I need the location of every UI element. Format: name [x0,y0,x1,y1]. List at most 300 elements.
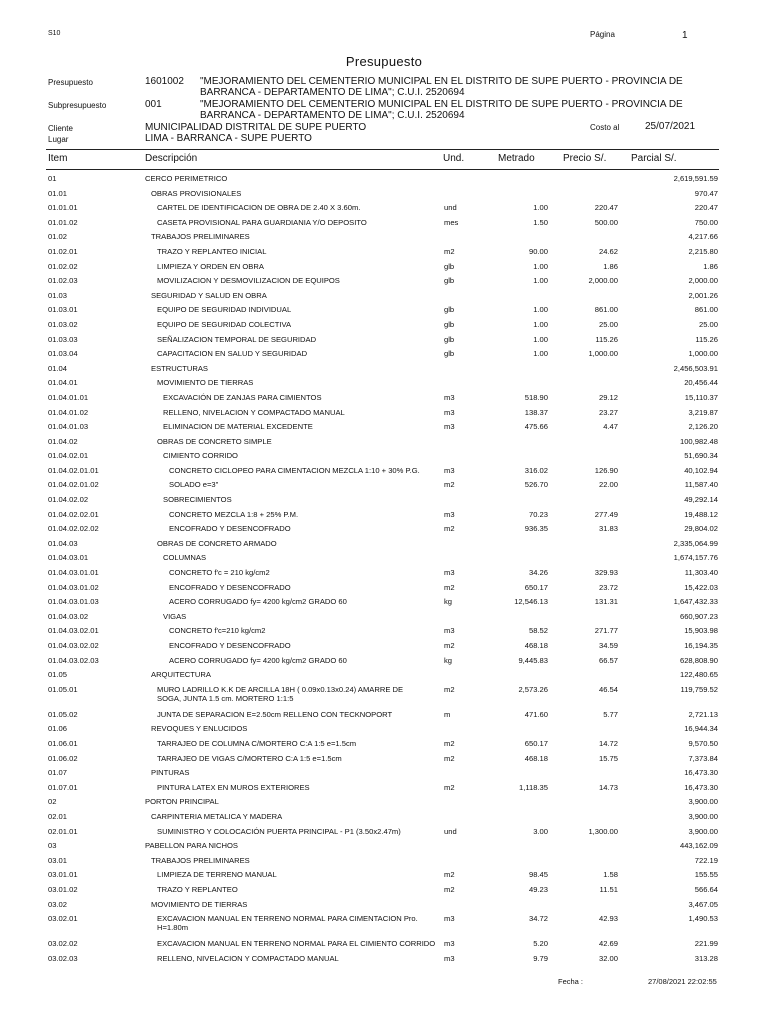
cell-metrado: 2,573.26 [518,684,548,694]
cell-precio: 22.00 [598,480,618,490]
table-row [0,214,768,229]
table-row [0,622,768,637]
table-row [0,170,768,185]
table-row [0,316,768,331]
cell-metrado: 468.18 [524,753,548,763]
cell-unit: m3 [444,953,455,963]
cell-metrado: 471.60 [524,709,548,719]
cell-metrado: 1.00 [533,276,548,286]
cell-item: 01.04 [48,363,68,373]
cell-metrado: 58.52 [528,626,548,636]
cell-parcial: 9,570.50 [688,738,718,748]
document-title: Presupuesto [345,54,423,69]
cell-description: ACERO CORRUGADO fy= 4200 kg/cm2 GRADO 60 [169,655,347,665]
cell-item: 01.04.03.01 [48,553,89,563]
table-row [0,681,768,706]
cell-item: 01.04.02.02.02 [48,524,99,534]
cell-item: 01.04.01.02 [48,407,89,417]
cell-precio: 500.00 [594,217,618,227]
cell-unit: m2 [444,524,455,534]
cell-parcial: 2,000.00 [688,276,718,286]
cell-description: SUMINISTRO Y COLOCACIÓN PUERTA PRINCIPAL - P1 (3.50x2.47m) [157,826,401,836]
cell-precio: 271.77 [594,626,618,636]
fecha-value: 27/08/2021 22:02:55 [648,977,717,986]
cell-parcial: 3,219.87 [688,407,718,417]
cell-parcial: 29,804.02 [684,524,718,534]
cell-description: EXCAVACION MANUAL EN TERRENO NORMAL PARA EL CIMIENTO CORRIDO [157,939,436,949]
cell-item: 01.04.02 [48,436,78,446]
cell-item: 03 [48,841,57,851]
cell-precio: 15.75 [598,753,618,763]
cell-description: CONCRETO f'c=210 kg/cm2 [169,626,266,636]
table-row [0,491,768,506]
cell-unit: glb [444,305,455,315]
cell-description: MURO LADRILLO K.K DE ARCILLA 18H ( 0.09x0.13x0.24) AMARRE DE SOGA, JUNTA 1.5 cm. MORTERO 1:1:5 [157,684,404,703]
cell-item: 01.07.01 [48,782,78,792]
cell-precio: 42.69 [598,939,618,949]
cell-parcial: 313.28 [694,953,718,963]
cell-precio: 1.86 [603,261,618,271]
cell-parcial: 119,759.52 [680,684,718,694]
table-row [0,637,768,652]
cell-parcial: 20,456.44 [684,378,718,388]
cell-description: RELLENO, NIVELACION Y COMPACTADO MANUAL [163,407,345,417]
cell-description: MOVIMIENTO DE TIERRAS [151,899,248,909]
cell-description: CASETA PROVISIONAL PARA GUARDIANIA Y/O DEPOSITO [157,217,367,227]
cell-precio: 220.47 [594,203,618,213]
cell-parcial: 4,217.66 [688,232,718,242]
cell-metrado: 650.17 [524,582,548,592]
cell-parcial: 970.47 [694,188,718,198]
cell-parcial: 49,292.14 [684,495,718,505]
cell-description: EXCAVACION MANUAL EN TERRENO NORMAL PARA CIMENTACION Pro. H=1.80m [157,914,418,933]
cell-description: ENCOFRADO Y DESENCOFRADO [169,524,291,534]
table-row [0,462,768,477]
subpresupuesto-description: "MEJORAMIENTO DEL CEMENTERIO MUNICIPAL EN EL DISTRITO DE SUPE PUERTO - PROVINCIA DE BARRANCA - DEPARTAMENTO DE LIMA"; C.U.I. 2520694 [200,99,683,121]
cell-parcial: 155.55 [694,870,718,880]
cell-parcial: 443,162.09 [679,841,718,851]
cell-description: TARRAJEO DE VIGAS C/MORTERO C:A 1:5 e=1.5cm [157,753,342,763]
cell-parcial: 40,102.94 [684,465,718,475]
cell-unit: m3 [444,509,455,519]
table-row [0,881,768,896]
table-row [0,374,768,389]
cell-item: 01.06.02 [48,753,78,763]
cell-description: LIMPIEZA Y ORDEN EN OBRA [157,261,264,271]
cell-description: SOBRECIMIENTOS [163,495,232,505]
cell-description: JUNTA DE SEPARACION E=2.50cm RELLENO CON TECKNOPORT [157,709,393,719]
cell-description: EQUIPO DE SEGURIDAD INDIVIDUAL [157,305,292,315]
cell-item: 01.04.03.02.02 [48,641,99,650]
cell-precio: 66.57 [598,655,618,665]
cell-item: 02 [48,797,57,807]
cell-precio: 31.83 [598,524,618,534]
table-row [0,331,768,346]
cliente-label: Cliente [48,124,73,133]
table-row [0,593,768,608]
cell-precio: 24.62 [598,246,618,256]
budget-table-body [0,170,768,964]
cell-parcial: 566.64 [694,884,718,894]
cell-metrado: 5.20 [533,939,548,949]
cell-description: RELLENO, NIVELACION Y COMPACTADO MANUAL [157,953,339,963]
cell-parcial: 19,488.12 [684,509,718,519]
table-row [0,258,768,273]
cell-unit: m2 [444,582,455,592]
cell-description: CAPACITACION EN SALUD Y SEGURIDAD [157,349,308,359]
cell-unit: glb [444,276,455,286]
cell-parcial: 1,490.53 [688,914,718,924]
table-row [0,852,768,867]
table-row [0,301,768,316]
cell-parcial: 15,903.98 [684,626,718,636]
fecha-label: Fecha : [558,977,584,986]
table-row [0,389,768,404]
cell-description: CONCRETO MEZCLA 1:8 + 25% P.M. [169,509,299,519]
cell-precio: 1,300.00 [588,826,618,836]
cell-parcial: 11,587.40 [684,480,718,490]
cell-description: ACERO CORRUGADO fy= 4200 kg/cm2 GRADO 60 [169,597,347,607]
table-row [0,935,768,950]
cell-item: 01.04.02.02.01 [48,509,99,519]
cell-item: 01.03.02 [48,319,78,329]
cell-item: 01.04.03 [48,538,78,548]
cell-precio: 126.90 [594,465,618,475]
cell-unit: m3 [444,568,455,578]
cliente-value: MUNICIPALIDAD DISTRITAL DE SUPE PUERTO [145,122,367,133]
cell-item: 01.05 [48,670,68,680]
cell-parcial: 628,808.90 [679,655,718,665]
cell-parcial: 1,647,432.33 [673,597,718,607]
cell-metrado: 1.00 [533,261,548,271]
column-metrado: Metrado [498,153,535,164]
cell-parcial: 1,000.00 [688,349,718,359]
cell-description: COLUMNAS [163,553,207,563]
cell-description: MOVILIZACION Y DESMOVILIZACION DE EQUIPOS [157,276,340,286]
cell-parcial: 1.86 [703,261,718,271]
cell-parcial: 115.26 [695,334,718,344]
cell-item: 01.07 [48,768,68,778]
cell-item: 01.02.02 [48,261,78,271]
table-row [0,345,768,360]
cell-unit: m3 [444,939,455,949]
cell-precio: 5.77 [603,709,618,719]
table-row [0,837,768,852]
cell-item: 01.04.02.01.02 [48,480,99,490]
cell-description: EQUIPO DE SEGURIDAD COLECTIVA [157,319,292,329]
cell-unit: mes [444,217,459,227]
cell-precio: 32.00 [598,953,618,963]
cell-parcial: 11,303.40 [684,568,718,578]
table-row [0,564,768,579]
cell-item: 03.02.03 [48,953,78,963]
cell-item: 01.03.03 [48,334,78,344]
cell-item: 01.04.03.01.03 [48,597,99,607]
cell-description: CONCRETO f'c = 210 kg/cm2 [169,568,270,578]
cell-description: CARTEL DE IDENTIFICACION DE OBRA DE 2.40 X 3.60m. [157,203,361,213]
cell-item: 03.02.01 [48,914,78,924]
costo-label: Costo al [590,123,620,132]
cell-metrado: 1.00 [533,349,548,359]
cell-description: TRAZO Y REPLANTEO INICIAL [157,246,267,256]
cell-precio: 861.00 [594,305,618,315]
cell-parcial: 16,473.30 [684,782,718,792]
cell-parcial: 15,110.37 [684,392,718,402]
cell-description: SEÑALIZACION TEMPORAL DE SEGURIDAD [157,334,317,344]
cell-item: 01.04.03.01.01 [48,568,99,578]
cell-metrado: 70.23 [528,509,548,519]
subpresupuesto-label: Subpresupuesto [48,101,107,110]
lugar-label: Lugar [48,135,69,144]
cell-metrado: 475.66 [524,422,548,432]
cell-item: 01 [48,174,57,183]
column-precio: Precio S/. [563,153,607,164]
cell-item: 01.01 [48,188,68,198]
cell-item: 01.05.02 [48,709,78,719]
cell-metrado: 1.50 [533,217,548,227]
table-row [0,750,768,765]
table-row [0,506,768,521]
cell-item: 01.03.04 [48,349,78,359]
cell-description: ENCOFRADO Y DESENCOFRADO [169,641,291,650]
cell-parcial: 2,335,064.99 [673,538,718,548]
cell-metrado: 526.70 [524,480,548,490]
cell-precio: 2,000.00 [588,276,618,286]
cell-item: 01.03 [48,290,68,300]
cell-unit: m2 [444,738,455,748]
table-row [0,950,768,965]
cell-metrado: 1.00 [533,319,548,329]
table-row [0,447,768,462]
cell-parcial: 2,126.20 [688,422,718,432]
cell-item: 01.04.02.02 [48,495,89,505]
cell-description: TRABAJOS PRELIMINARES [151,855,250,865]
table-row [0,360,768,375]
table-row [0,652,768,667]
cell-unit: kg [444,597,453,607]
cell-metrado: 9.79 [533,953,548,963]
cell-item: 01.01.02 [48,217,78,227]
cell-unit: m3 [444,626,455,636]
cell-description: MOVIMIENTO DE TIERRAS [157,378,254,388]
table-row [0,418,768,433]
table-row [0,764,768,779]
cell-item: 01.04.01.01 [48,392,89,402]
cell-item: 02.01.01 [48,826,78,836]
cell-item: 03.02 [48,899,68,909]
table-row [0,228,768,243]
cell-description: ELIMINACION DE MATERIAL EXCEDENTE [163,422,313,432]
cell-item: 01.06 [48,724,68,734]
cell-item: 03.02.02 [48,939,78,949]
cell-unit: und [444,203,457,213]
cell-metrado: 936.35 [524,524,548,534]
cell-unit: kg [444,655,453,665]
cell-metrado: 34.72 [528,914,548,924]
cell-metrado: 468.18 [524,641,548,650]
cell-description: CERCO PERIMETRICO [145,174,228,183]
cell-metrado: 316.02 [524,465,548,475]
table-row [0,199,768,214]
cell-item: 01.02 [48,232,68,242]
cell-metrado: 9,445.83 [518,655,548,665]
lugar-value: LIMA - BARRANCA - SUPE PUERTO [145,133,312,144]
cell-parcial: 2,456,503.91 [673,363,718,373]
cell-precio: 115.26 [595,334,618,344]
cell-item: 01.01.01 [48,203,78,213]
cell-unit: m2 [444,480,455,490]
table-row [0,287,768,302]
table-row [0,896,768,911]
cell-precio: 25.00 [598,319,618,329]
cell-item: 02.01 [48,811,68,821]
cell-item: 01.02.01 [48,246,78,256]
page-label: Página [590,30,615,39]
cell-parcial: 100,982.48 [679,436,718,446]
cell-description: OBRAS PROVISIONALES [151,188,242,198]
cell-description: PABELLON PARA NICHOS [145,841,238,851]
cell-description: EXCAVACIÓN DE ZANJAS PARA CIMIENTOS [163,392,322,402]
cell-parcial: 2,215.80 [688,246,718,256]
cell-parcial: 16,194.35 [684,641,718,650]
cell-metrado: 1.00 [533,203,548,213]
cell-item: 01.03.01 [48,305,78,315]
cell-description: CARPINTERIA METALICA Y MADERA [151,811,283,821]
table-row [0,535,768,550]
cell-item: 01.04.03.02 [48,611,89,621]
cell-description: CONCRETO CICLOPEO PARA CIMENTACION MEZCLA 1:10 + 30% P.G. [169,465,420,475]
cell-unit: m3 [444,392,455,402]
cell-parcial: 2,721.13 [688,709,718,719]
table-row [0,520,768,535]
cell-unit: glb [444,319,455,329]
table-row [0,185,768,200]
cell-precio: 14.73 [598,782,618,792]
cell-parcial: 16,473.30 [684,768,718,778]
cell-metrado: 1,118.35 [519,782,548,792]
cell-precio: 46.54 [598,684,618,694]
cell-precio: 14.72 [598,738,618,748]
table-row [0,476,768,491]
cell-parcial: 3,900.00 [688,811,718,821]
cell-unit: m2 [444,884,455,894]
cell-description: LIMPIEZA DE TERRENO MANUAL [157,870,277,880]
cell-description: VIGAS [163,611,187,621]
cell-unit: m3 [444,914,455,924]
table-row [0,823,768,838]
cell-unit: m3 [444,407,455,417]
cell-unit: und [444,826,457,836]
cell-precio: 1.58 [603,870,618,880]
cell-unit: glb [444,261,455,271]
cell-metrado: 518.90 [524,392,548,402]
table-row [0,866,768,881]
cell-parcial: 3,900.00 [688,826,718,836]
cell-description: PINTURA LATEX EN MUROS EXTERIORES [157,782,310,792]
table-row [0,706,768,721]
cell-item: 01.04.02.01.01 [48,465,99,475]
costo-date: 25/07/2021 [645,121,696,132]
cell-unit: glb [444,334,455,344]
table-row [0,779,768,794]
cell-precio: 23.27 [598,407,618,417]
table-row [0,608,768,623]
cell-parcial: 3,467.05 [688,899,718,909]
column-und: Und. [443,153,465,164]
subpresupuesto-code: 001 [145,99,162,110]
cell-metrado: 90.00 [528,246,548,256]
presupuesto-label: Presupuesto [48,78,93,87]
cell-description: TARRAJEO DE COLUMNA C/MORTERO C:A 1:5 e=1.5cm [157,738,357,748]
cell-item: 01.04.02.01 [48,451,89,461]
cell-precio: 11.51 [599,884,618,894]
cell-metrado: 12,546.13 [514,597,548,607]
cell-metrado: 3.00 [533,826,548,836]
cell-parcial: 16,944.34 [684,724,718,734]
table-header [46,149,719,170]
cell-parcial: 861.00 [694,305,718,315]
cell-description: ENCOFRADO Y DESENCOFRADO [169,582,291,592]
cell-precio: 42.93 [598,914,618,924]
cell-description: SEGURIDAD Y SALUD EN OBRA [151,290,267,300]
cell-precio: 329.93 [594,568,618,578]
cell-parcial: 221.99 [694,939,718,949]
cell-description: SOLADO e=3" [169,480,219,490]
table-row [0,243,768,258]
cell-metrado: 49.23 [528,884,548,894]
cell-parcial: 25.00 [698,319,718,329]
cell-parcial: 722.19 [694,855,718,865]
cell-description: REVOQUES Y ENLUCIDOS [151,724,248,734]
cell-unit: m3 [444,422,455,432]
cell-unit: m2 [444,246,455,256]
cell-description: OBRAS DE CONCRETO ARMADO [157,538,277,548]
cell-description: ESTRUCTURAS [151,363,208,373]
cell-unit: m2 [444,641,455,650]
cell-unit: m3 [444,465,455,475]
column-descripcion: Descripción [145,153,198,164]
cell-unit: m2 [444,753,455,763]
cell-parcial: 750.00 [694,217,718,227]
cell-metrado: 1.00 [533,305,548,315]
cell-metrado: 34.26 [528,568,548,578]
cell-precio: 29.12 [598,392,618,402]
cell-precio: 131.31 [594,597,618,607]
cell-parcial: 2,001.26 [688,290,718,300]
cell-item: 01.04.01.03 [48,422,89,432]
cell-metrado: 1.00 [533,334,548,344]
cell-unit: glb [444,349,455,359]
cell-description: CIMIENTO CORRIDO [163,451,238,461]
page-number: 1 [682,30,688,41]
column-parcial: Parcial S/. [631,153,677,164]
cell-metrado: 650.17 [524,738,548,748]
table-row [0,808,768,823]
cell-unit: m [444,709,451,719]
cell-parcial: 660,907.23 [679,611,718,621]
cell-item: 01.04.03.02.01 [48,626,99,636]
table-row [0,720,768,735]
cell-metrado: 138.37 [524,407,548,417]
cell-parcial: 15,422.03 [684,582,718,592]
cell-parcial: 51,690.34 [684,451,718,461]
cell-parcial: 3,900.00 [688,797,718,807]
table-row [0,433,768,448]
column-item: Item [48,153,68,164]
system-code: S10 [48,30,61,37]
cell-item: 01.04.03.02.03 [48,655,99,665]
cell-parcial: 122,480.65 [679,670,718,680]
